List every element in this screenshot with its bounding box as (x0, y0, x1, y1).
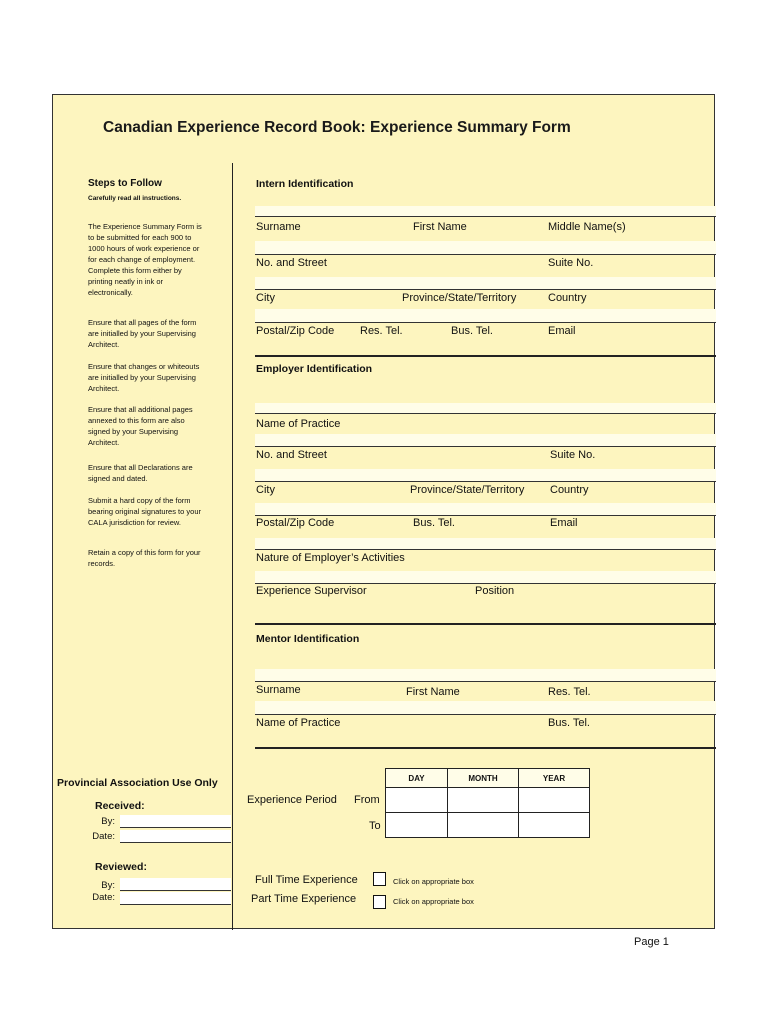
steps-subtitle: Carefully read all instructions. (88, 195, 182, 202)
employer-suite-label: Suite No. (550, 449, 596, 461)
part-time-label: Part Time Experience (251, 893, 357, 905)
intern-bus-tel-label: Bus. Tel. (451, 325, 493, 337)
intern-city-label: City (256, 292, 275, 304)
step-4: Ensure that all additional pages annexed to this form are also signed by your Supervising Architect. (88, 405, 193, 447)
reviewed-by-label: By: (101, 880, 115, 891)
form-title: Canadian Experience Record Book: Experience Summary Form (103, 119, 571, 136)
part-time-note: Click on appropriate box (393, 897, 474, 906)
reviewed-by-field[interactable] (120, 878, 231, 891)
employer-postal-input[interactable] (255, 503, 716, 515)
intern-postal-label: Postal/Zip Code (256, 325, 335, 337)
column-divider (232, 163, 233, 930)
intern-country-label: Country (548, 292, 587, 304)
step-1: The Experience Summary Form is to be submitted for each 900 to 1000 hours of work experience or for each change of employment. Complete this form either by printing neatly in ink or electronically. (88, 222, 202, 297)
month-column-header: MONTH (448, 769, 519, 788)
divider (255, 481, 716, 482)
year-column-header: YEAR (519, 769, 590, 788)
divider (255, 322, 716, 323)
employer-street-label: No. and Street (256, 449, 327, 461)
received-date-field[interactable] (120, 830, 231, 843)
steps-title: Steps to Follow (88, 178, 162, 189)
reviewed-date-field[interactable] (120, 892, 231, 905)
experience-period-label: Experience Period (247, 794, 337, 806)
employer-practice-label: Name of Practice (256, 418, 341, 430)
step-7: Retain a copy of this form for your records. (88, 548, 201, 568)
to-day-input[interactable] (386, 813, 448, 838)
received-heading: Received: (95, 800, 145, 812)
full-time-label: Full Time Experience (255, 874, 358, 886)
intern-street-label: No. and Street (256, 257, 327, 269)
section-divider (255, 623, 716, 625)
day-column-header: DAY (386, 769, 448, 788)
employer-practice-input[interactable] (255, 403, 716, 413)
page-number: Page 1 (634, 936, 669, 948)
employer-province-label: Province/State/Territory (410, 484, 525, 496)
employer-street-input[interactable] (255, 434, 716, 446)
received-by-label: By: (101, 816, 115, 827)
employer-activities-label: Nature of Employer’s Activities (256, 552, 405, 564)
divider (255, 413, 716, 414)
intern-postal-input[interactable] (255, 309, 716, 322)
from-day-input[interactable] (386, 788, 448, 813)
mentor-res-tel-label: Res. Tel. (548, 686, 591, 698)
intern-middle-names-label: Middle Name(s) (548, 221, 626, 233)
intern-street-input[interactable] (255, 241, 716, 254)
intern-province-label: Province/State/Territory (402, 292, 517, 304)
step-2: Ensure that all pages of the form are initialled by your Supervising Architect. (88, 318, 197, 349)
mentor-surname-label: Surname (256, 684, 301, 696)
divider (255, 714, 716, 715)
divider (255, 446, 716, 447)
employer-email-label: Email (550, 517, 578, 529)
mentor-bus-tel-label: Bus. Tel. (548, 717, 590, 729)
experience-summary-form (52, 94, 715, 929)
employer-city-label: City (256, 484, 275, 496)
employer-country-label: Country (550, 484, 589, 496)
reviewed-date-label: Date: (92, 892, 115, 903)
employer-supervisor-label: Experience Supervisor (256, 585, 367, 597)
received-by-field[interactable] (120, 815, 231, 828)
part-time-checkbox[interactable] (373, 895, 386, 909)
divider (255, 583, 716, 584)
intern-first-name-label: First Name (413, 221, 467, 233)
step-3: Ensure that changes or whiteouts are initialled by your Supervising Architect. (88, 362, 200, 393)
intern-suite-label: Suite No. (548, 257, 594, 269)
provincial-use-title: Provincial Association Use Only (57, 777, 218, 789)
intern-surname-label: Surname (256, 221, 301, 233)
to-label: To (369, 820, 381, 832)
employer-position-label: Position (475, 585, 515, 597)
intern-heading: Intern Identification (256, 178, 354, 190)
to-month-input[interactable] (448, 813, 519, 838)
employer-bus-tel-label: Bus. Tel. (413, 517, 455, 529)
step-6: Submit a hard copy of the form bearing original signatures to your CALA jurisdiction for review. (88, 496, 201, 527)
reviewed-heading: Reviewed: (95, 861, 147, 873)
intern-email-label: Email (548, 325, 576, 337)
section-divider (255, 355, 716, 357)
to-year-input[interactable] (519, 813, 590, 838)
intern-res-tel-label: Res. Tel. (360, 325, 403, 337)
divider (255, 289, 716, 290)
employer-postal-label: Postal/Zip Code (256, 517, 335, 529)
divider (255, 681, 716, 682)
received-date-label: Date: (92, 831, 115, 842)
divider (255, 515, 716, 516)
from-year-input[interactable] (519, 788, 590, 813)
intern-city-input[interactable] (255, 277, 716, 289)
full-time-note: Click on appropriate box (393, 877, 474, 886)
divider (255, 254, 716, 255)
mentor-surname-input[interactable] (255, 669, 716, 681)
experience-period-table (385, 768, 590, 838)
mentor-practice-label: Name of Practice (256, 717, 341, 729)
from-month-input[interactable] (448, 788, 519, 813)
intern-surname-input[interactable] (255, 206, 716, 216)
section-divider (255, 747, 716, 749)
employer-city-input[interactable] (255, 469, 716, 481)
employer-heading: Employer Identification (256, 363, 373, 375)
full-time-checkbox[interactable] (373, 872, 386, 886)
mentor-heading: Mentor Identification (256, 633, 360, 645)
mentor-practice-input[interactable] (255, 701, 716, 714)
from-label: From (354, 794, 380, 806)
mentor-first-name-label: First Name (406, 686, 460, 698)
employer-supervisor-input[interactable] (255, 571, 716, 583)
divider (255, 216, 716, 217)
divider (255, 549, 716, 550)
employer-activities-input[interactable] (255, 538, 716, 549)
step-5: Ensure that all Declarations are signed and dated. (88, 463, 193, 483)
